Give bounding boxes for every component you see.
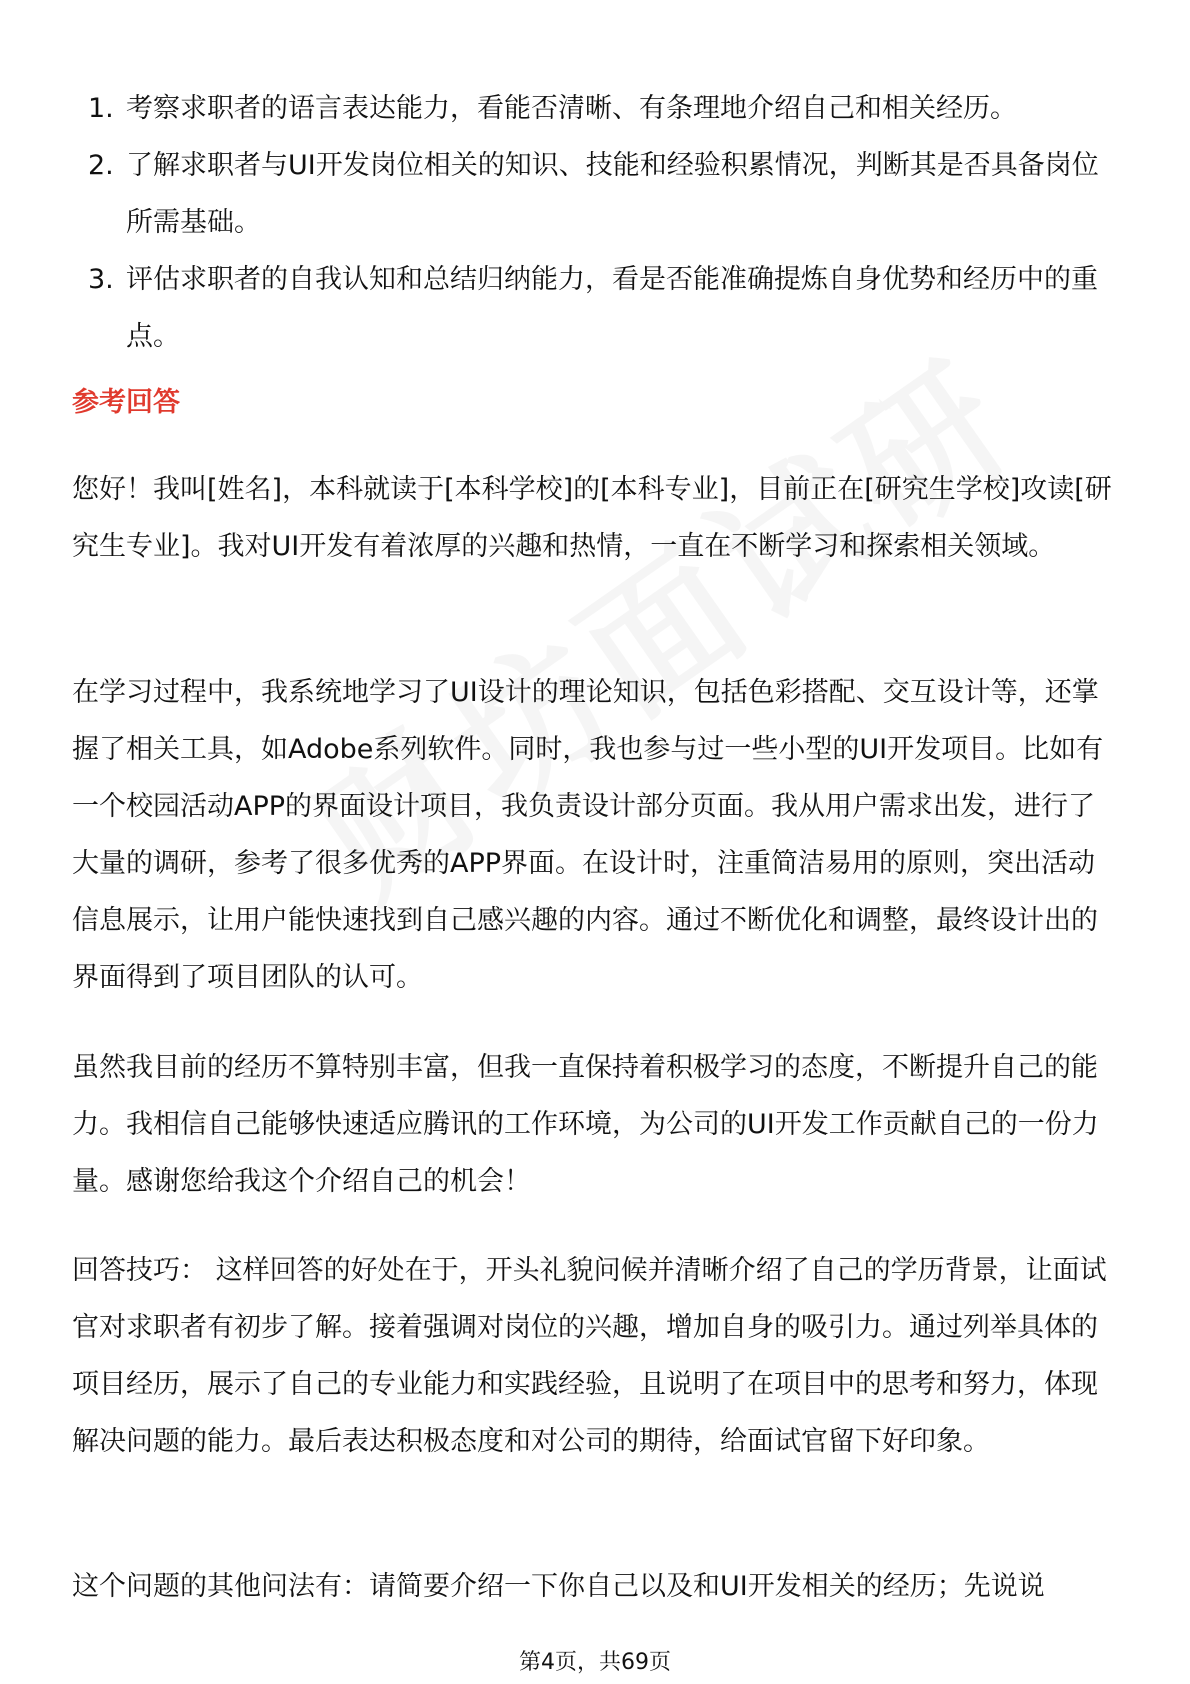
list-item-number: 3.: [88, 264, 114, 295]
list-item-number: 1.: [88, 93, 114, 124]
list-item-text: 了解求职者与UI开发岗位相关的知识、技能和经验积累情况，判断其是否具备岗位所需基础。: [126, 150, 1099, 238]
paragraph-intro: 您好！我叫[姓名]，本科就读于[本科学校]的[本科专业]，目前正在[研究生学校]攻读[研究生专业]。我对UI开发有着浓厚的兴趣和热情，一直在不断学习和探索相关领域。: [72, 474, 1112, 562]
page-number: 第4页，共69页: [519, 1650, 671, 1675]
section-title: 参考回答: [72, 387, 180, 418]
list-item-number: 2.: [88, 150, 114, 181]
paragraph-answer-tips: 回答技巧： 这样回答的好处在于，开头礼貌问候并清晰介绍了自己的学历背景，让面试官对求职者有初步了解。接着强调对岗位的兴趣，增加自身的吸引力。通过列举具体的项目经历，展示了自己的专业能力和实践经验，且说明了在项目中的思考和努力，体现解决问题的能力。最后表达积极态度和对公司的期待，给面试官留下好印象。: [72, 1255, 1107, 1457]
list-item-text: 考察求职者的语言表达能力，看能否清晰、有条理地介绍自己和相关经历。: [126, 93, 1017, 124]
paragraph-closing: 虽然我目前的经历不算特别丰富，但我一直保持着积极学习的态度，不断提升自己的能力。我相信自己能够快速适应腾讯的工作环境，为公司的UI开发工作贡献自己的一份力量。感谢您给我这个介绍自己的机会！: [72, 1052, 1099, 1197]
paragraph-experience: 在学习过程中，我系统地学习了UI设计的理论知识，包括色彩搭配、交互设计等，还掌握了相关工具，如Adobe系列软件。同时，我也参与过一些小型的UI开发项目。比如有一个校园活动APP的界面设计项目，我负责设计部分页面。我从用户需求出发，进行了大量的调研，参考了很多优秀的APP界面。在设计时，注重简洁易用的原则，突出活动信息展示，让用户能快速找到自己感兴趣的内容。通过不断优化和调整，最终设计出的界面得到了项目团队的认可。: [72, 677, 1104, 993]
list-item: [72, 251, 1122, 365]
list-item-text: 评估求职者的自我认知和总结归纳能力，看是否能准确提炼自身优势和经历中的重点。: [126, 264, 1098, 352]
list-item: [72, 137, 1122, 251]
document-body: [72, 0, 1122, 1602]
list-item: [72, 80, 1122, 137]
paragraph-alt-questions: 这个问题的其他问法有：请简要介绍一下你自己以及和UI开发相关的经历；先说说: [72, 1571, 1045, 1602]
assessment-points-list: [72, 80, 1122, 365]
